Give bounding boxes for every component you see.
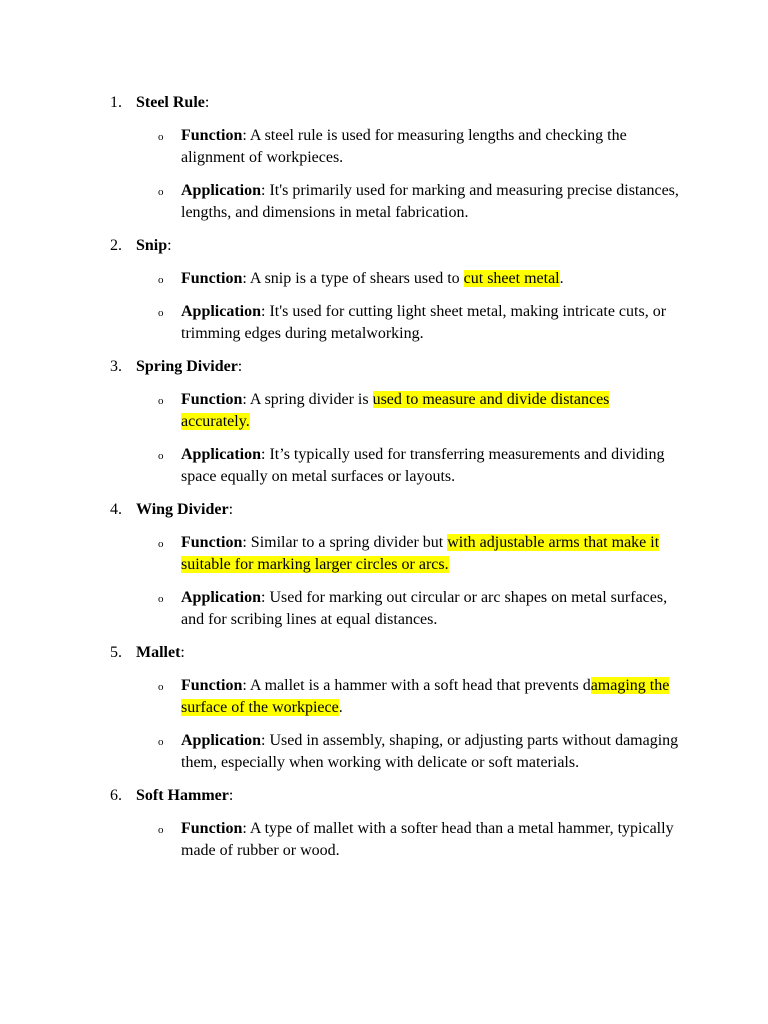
detail-text: A snip is a type of shears used to: [249, 270, 464, 287]
detail-text: Used in assembly, shaping, or adjusting parts without damaging them, especially when working with delicate or soft materials.: [181, 732, 679, 771]
sub-list-item: [110, 675, 681, 719]
detail-text-end: .: [559, 270, 564, 287]
detail-label: Application: [181, 182, 262, 199]
heading-colon: :: [228, 787, 234, 804]
bullet-icon: o: [158, 538, 164, 550]
detail-text: It’s typically used for transferring measurements and dividing space equally on metal surfaces or layouts.: [181, 446, 665, 485]
list-item: [110, 92, 710, 224]
tool-name: Snip: [136, 237, 168, 254]
bullet-icon: o: [158, 186, 164, 198]
list-item: [110, 356, 710, 488]
tool-heading: [110, 785, 710, 807]
item-number: 5.: [110, 644, 122, 661]
list-item: [110, 499, 710, 631]
detail-separator: :: [242, 677, 250, 694]
detail-text: A type of mallet with a softer head than a metal hammer, typically made of rubber or wood.: [181, 820, 674, 859]
sub-list-item: [110, 268, 681, 290]
bullet-icon: o: [158, 824, 164, 836]
tool-name: Steel Rule: [136, 94, 205, 111]
detail-separator: :: [261, 589, 270, 606]
bullet-icon: o: [158, 681, 164, 693]
detail-separator: :: [261, 182, 270, 199]
list-item: [110, 785, 710, 862]
heading-colon: :: [228, 501, 234, 518]
detail-text: A spring divider is: [249, 391, 373, 408]
tool-heading: [110, 642, 710, 664]
heading-colon: :: [237, 358, 243, 375]
tool-name: Mallet: [136, 644, 181, 661]
detail-text: It's primarily used for marking and measuring precise distances, lengths, and dimensions in metal fabrication.: [181, 182, 679, 221]
item-number: 1.: [110, 94, 122, 111]
detail-label: Application: [181, 732, 262, 749]
bullet-icon: o: [158, 593, 164, 605]
list-item: [110, 642, 710, 774]
detail-label: Function: [181, 270, 243, 287]
bullet-icon: o: [158, 131, 164, 143]
detail-label: Function: [181, 391, 243, 408]
detail-label: Function: [181, 820, 243, 837]
sub-list-item: [110, 301, 681, 345]
list-item: [110, 235, 710, 345]
item-number: 3.: [110, 358, 122, 375]
bullet-icon: o: [158, 274, 164, 286]
detail-text: A steel rule is used for measuring lengths and checking the alignment of workpieces.: [181, 127, 627, 166]
detail-text: It's used for cutting light sheet metal, making intricate cuts, or trimming edges during metalworking.: [181, 303, 667, 342]
detail-text: Similar to a spring divider but: [250, 534, 448, 551]
heading-colon: :: [167, 237, 172, 254]
bullet-icon: o: [158, 395, 164, 407]
tool-heading: [110, 235, 710, 257]
sub-list-item: [110, 444, 681, 488]
heading-colon: :: [204, 94, 210, 111]
tool-heading: [110, 356, 710, 378]
tool-list: [110, 92, 710, 873]
tool-heading: [110, 92, 710, 114]
sub-list-item: [110, 125, 681, 169]
detail-label: Function: [181, 534, 243, 551]
sub-list-item: [110, 180, 681, 224]
detail-separator: :: [242, 127, 250, 144]
detail-separator: :: [261, 303, 270, 320]
detail-separator: :: [242, 391, 250, 408]
item-number: 2.: [110, 237, 122, 254]
highlighted-text: cut sheet metal: [463, 270, 560, 287]
detail-text-end: .: [338, 699, 343, 716]
tool-name: Spring Divider: [136, 358, 238, 375]
sub-list-item: [110, 587, 681, 631]
detail-separator: :: [242, 820, 250, 837]
item-number: 6.: [110, 787, 122, 804]
detail-separator: :: [261, 446, 270, 463]
detail-separator: :: [242, 534, 251, 551]
highlighted-text: used to measure and divide distances accurately.: [181, 391, 610, 430]
highlighted-text: amaging the surface of the workpiece: [181, 677, 670, 716]
detail-text: Used for marking out circular or arc shapes on metal surfaces, and for scribing lines at equal distances.: [181, 589, 668, 628]
detail-text: A mallet is a hammer with a soft head that prevents d: [249, 677, 591, 694]
sub-list-item: [110, 730, 681, 774]
tool-name: Wing Divider: [136, 501, 229, 518]
detail-separator: :: [242, 270, 250, 287]
tool-heading: [110, 499, 710, 521]
detail-label: Application: [181, 589, 262, 606]
sub-list-item: [110, 818, 681, 862]
highlighted-text: with adjustable arms that make it suitable for marking larger circles or arcs.: [181, 534, 660, 573]
item-number: 4.: [110, 501, 122, 518]
detail-label: Application: [181, 446, 262, 463]
detail-label: Function: [181, 127, 243, 144]
detail-label: Function: [181, 677, 243, 694]
bullet-icon: o: [158, 450, 164, 462]
sub-list-item: [110, 389, 681, 433]
bullet-icon: o: [158, 736, 164, 748]
detail-label: Application: [181, 303, 262, 320]
bullet-icon: o: [158, 307, 164, 319]
sub-list-item: [110, 532, 681, 576]
tool-name: Soft Hammer: [136, 787, 229, 804]
heading-colon: :: [180, 644, 185, 661]
detail-separator: :: [261, 732, 270, 749]
